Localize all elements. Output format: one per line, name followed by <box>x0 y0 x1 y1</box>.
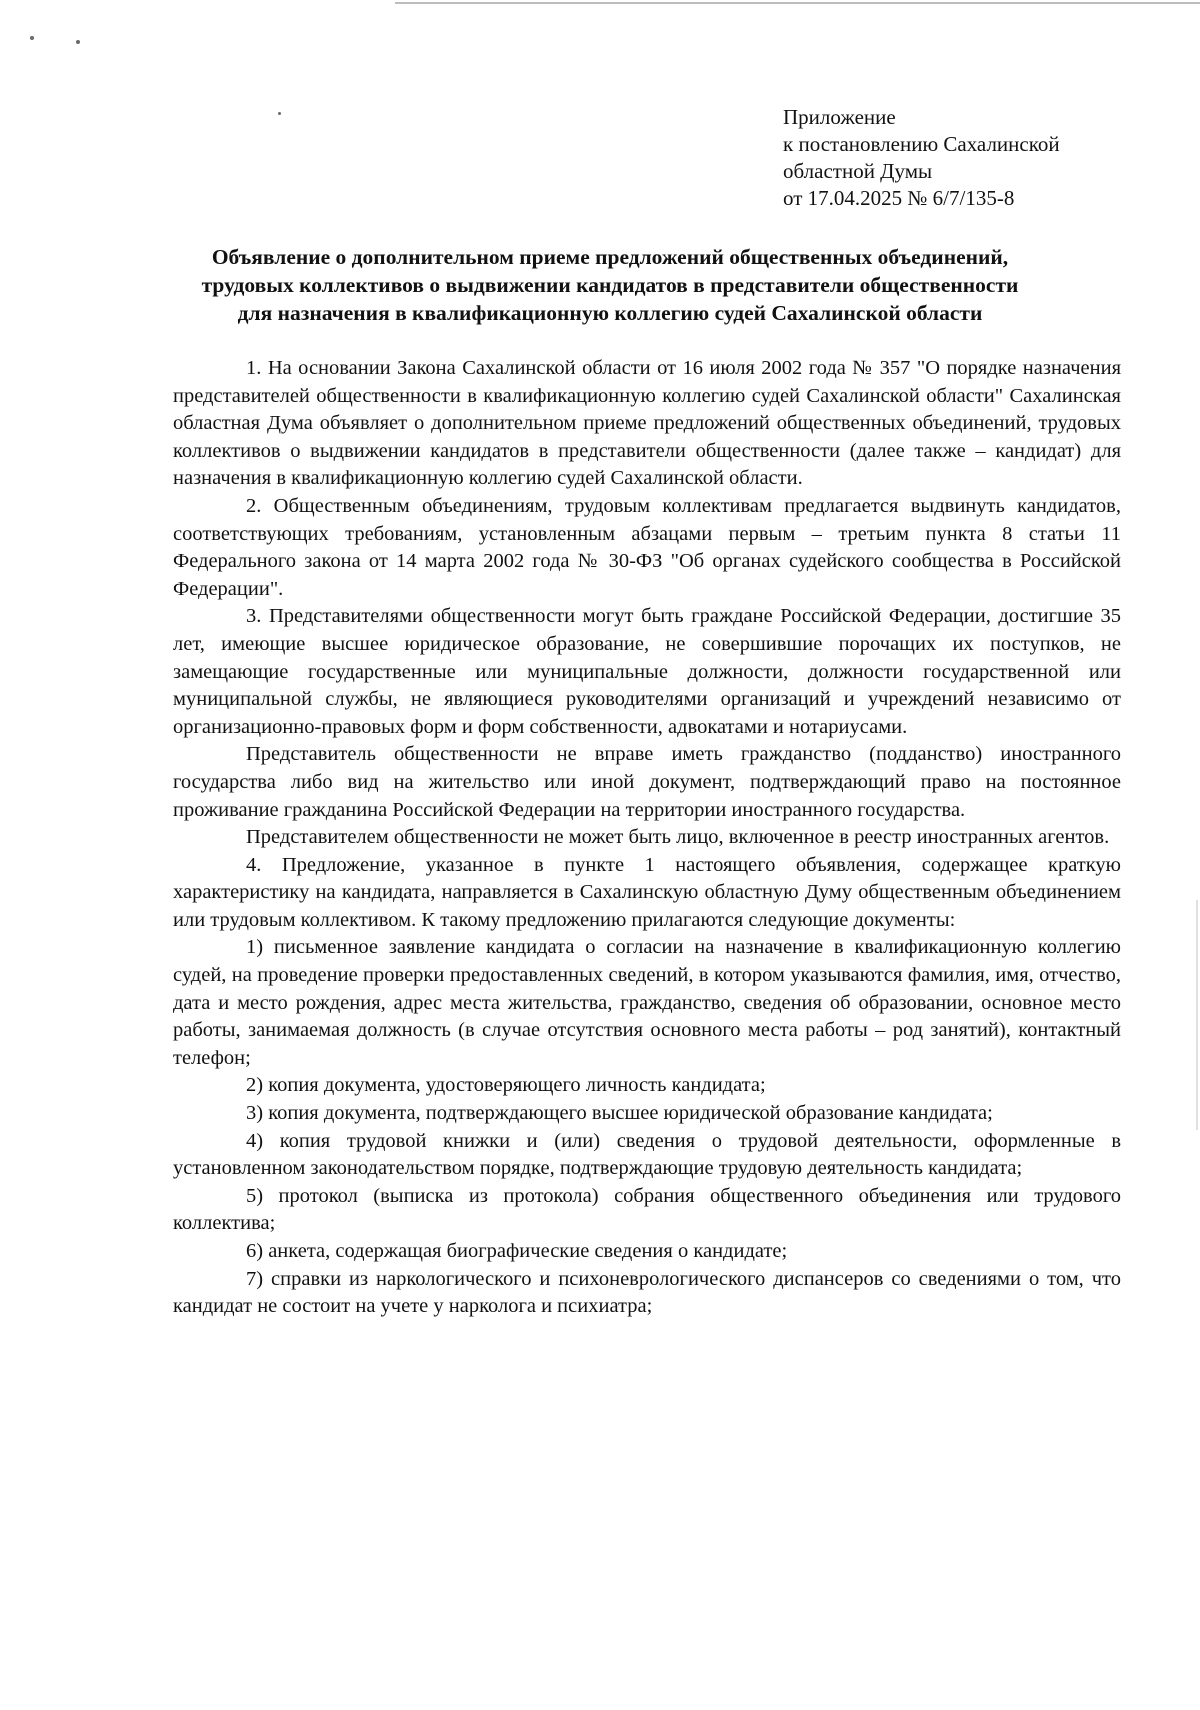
list-item-6: 6) анкета, содержащая биографические сведения о кандидате; <box>246 1240 788 1262</box>
document-title <box>150 243 1070 327</box>
scan-right-edge-line <box>1196 900 1198 1130</box>
paragraph-citizenship: Представитель общественности не вправе иметь гражданство (подданство) иностранного государства либо вид на жительство или иной документ, подтверждающий право на постоянное проживание гражданина Российской Федерации на территории иностранного государства. <box>173 743 1121 821</box>
paragraph-3: 3. Представителями общественности могут быть граждане Российской Федерации, достигшие 35 лет, имеющие высшее юридическое образование, не совершившие порочащих их поступков, не замещающие государственные или муниципальные должности, должности государственной или муниципальной службы, не являющиеся руководителями организаций и учреждений независимо от организационно-правовых форм и форм собственности, адвокатами и нотариусами. <box>173 605 1121 738</box>
list-item-1: 1) письменное заявление кандидата о согласии на назначение в квалификационную коллегию судей, на проведение проверки предоставленных сведений, в котором указываются фамилия, имя, отчество, дата и место рождения, адрес места жительства, гражданство, сведения об образовании, основное место работы, занимаемая должность (в случае отсутствия основного места работы – род занятий), контактный телефон; <box>173 936 1121 1069</box>
attachment-line: к постановлению Сахалинской <box>783 132 1060 156</box>
attachment-line: от 17.04.2025 № 6/7/135-8 <box>783 186 1015 210</box>
attachment-line: областной Думы <box>783 159 933 183</box>
paragraph-1: 1. На основании Закона Сахалинской области от 16 июля 2002 года № 357 "О порядке назначения представителей общественности в квалификационную коллегию судей Сахалинской области" Сахалинская областная Дума объявляет о дополнительном приеме предложений общественных объединений, трудовых коллективов о выдвижении кандидатов в представители общественности (далее также – кандидат) для назначения в квалификационную коллегию судей Сахалинской области. <box>173 357 1121 490</box>
attachment-line: Приложение <box>783 105 896 129</box>
list-item-7: 7) справки из наркологического и психоневрологического диспансеров со сведениями о том, что кандидат не состоит на учете у нарколога и психиатра; <box>173 1267 1121 1318</box>
title-line: трудовых коллективов о выдвижении кандидатов в представители общественности <box>201 273 1019 297</box>
list-item-4: 4) копия трудовой книжки и (или) сведения о трудовой деятельности, оформленные в установленном законодательством порядке, подтверждающие трудовую деятельность кандидата; <box>173 1129 1121 1180</box>
title-line: Объявление о дополнительном приеме предложений общественных объединений, <box>211 245 1009 269</box>
list-item-2: 2) копия документа, удостоверяющего личность кандидата; <box>246 1074 766 1097</box>
paragraph-2: 2. Общественным объединениям, трудовым коллективам предлагается выдвинуть кандидатов, соответствующих требованиям, установленным абзацами первым – третьим пункта 8 статьи 11 Федерального закона от 14 марта 2002 года № 30-ФЗ "Об органах судейского сообщества в Российской Федерации". <box>173 494 1121 600</box>
attachment-header <box>783 104 1163 212</box>
scan-top-edge-line <box>395 2 1200 4</box>
document-body <box>173 355 1121 1321</box>
title-line: для назначения в квалификационную коллегию судей Сахалинской области <box>237 301 983 325</box>
list-item-5: 5) протокол (выписка из протокола) собрания общественного объединения или трудового коллектива; <box>173 1184 1121 1235</box>
list-item-3: 3) копия документа, подтверждающего высшее юридической образование кандидата; <box>246 1102 993 1125</box>
paragraph-foreign-agents: Представителем общественности не может быть лицо, включенное в реестр иностранных агентов. <box>246 826 1110 849</box>
scan-speck <box>278 112 281 115</box>
scan-speck <box>30 36 34 40</box>
scan-speck <box>76 40 80 44</box>
paragraph-4: 4. Предложение, указанное в пункте 1 настоящего объявления, содержащее краткую характеристику на кандидата, направляется в Сахалинскую областную Думу общественным объединением или трудовым коллективом. К такому предложению прилагаются следующие документы: <box>173 853 1121 931</box>
